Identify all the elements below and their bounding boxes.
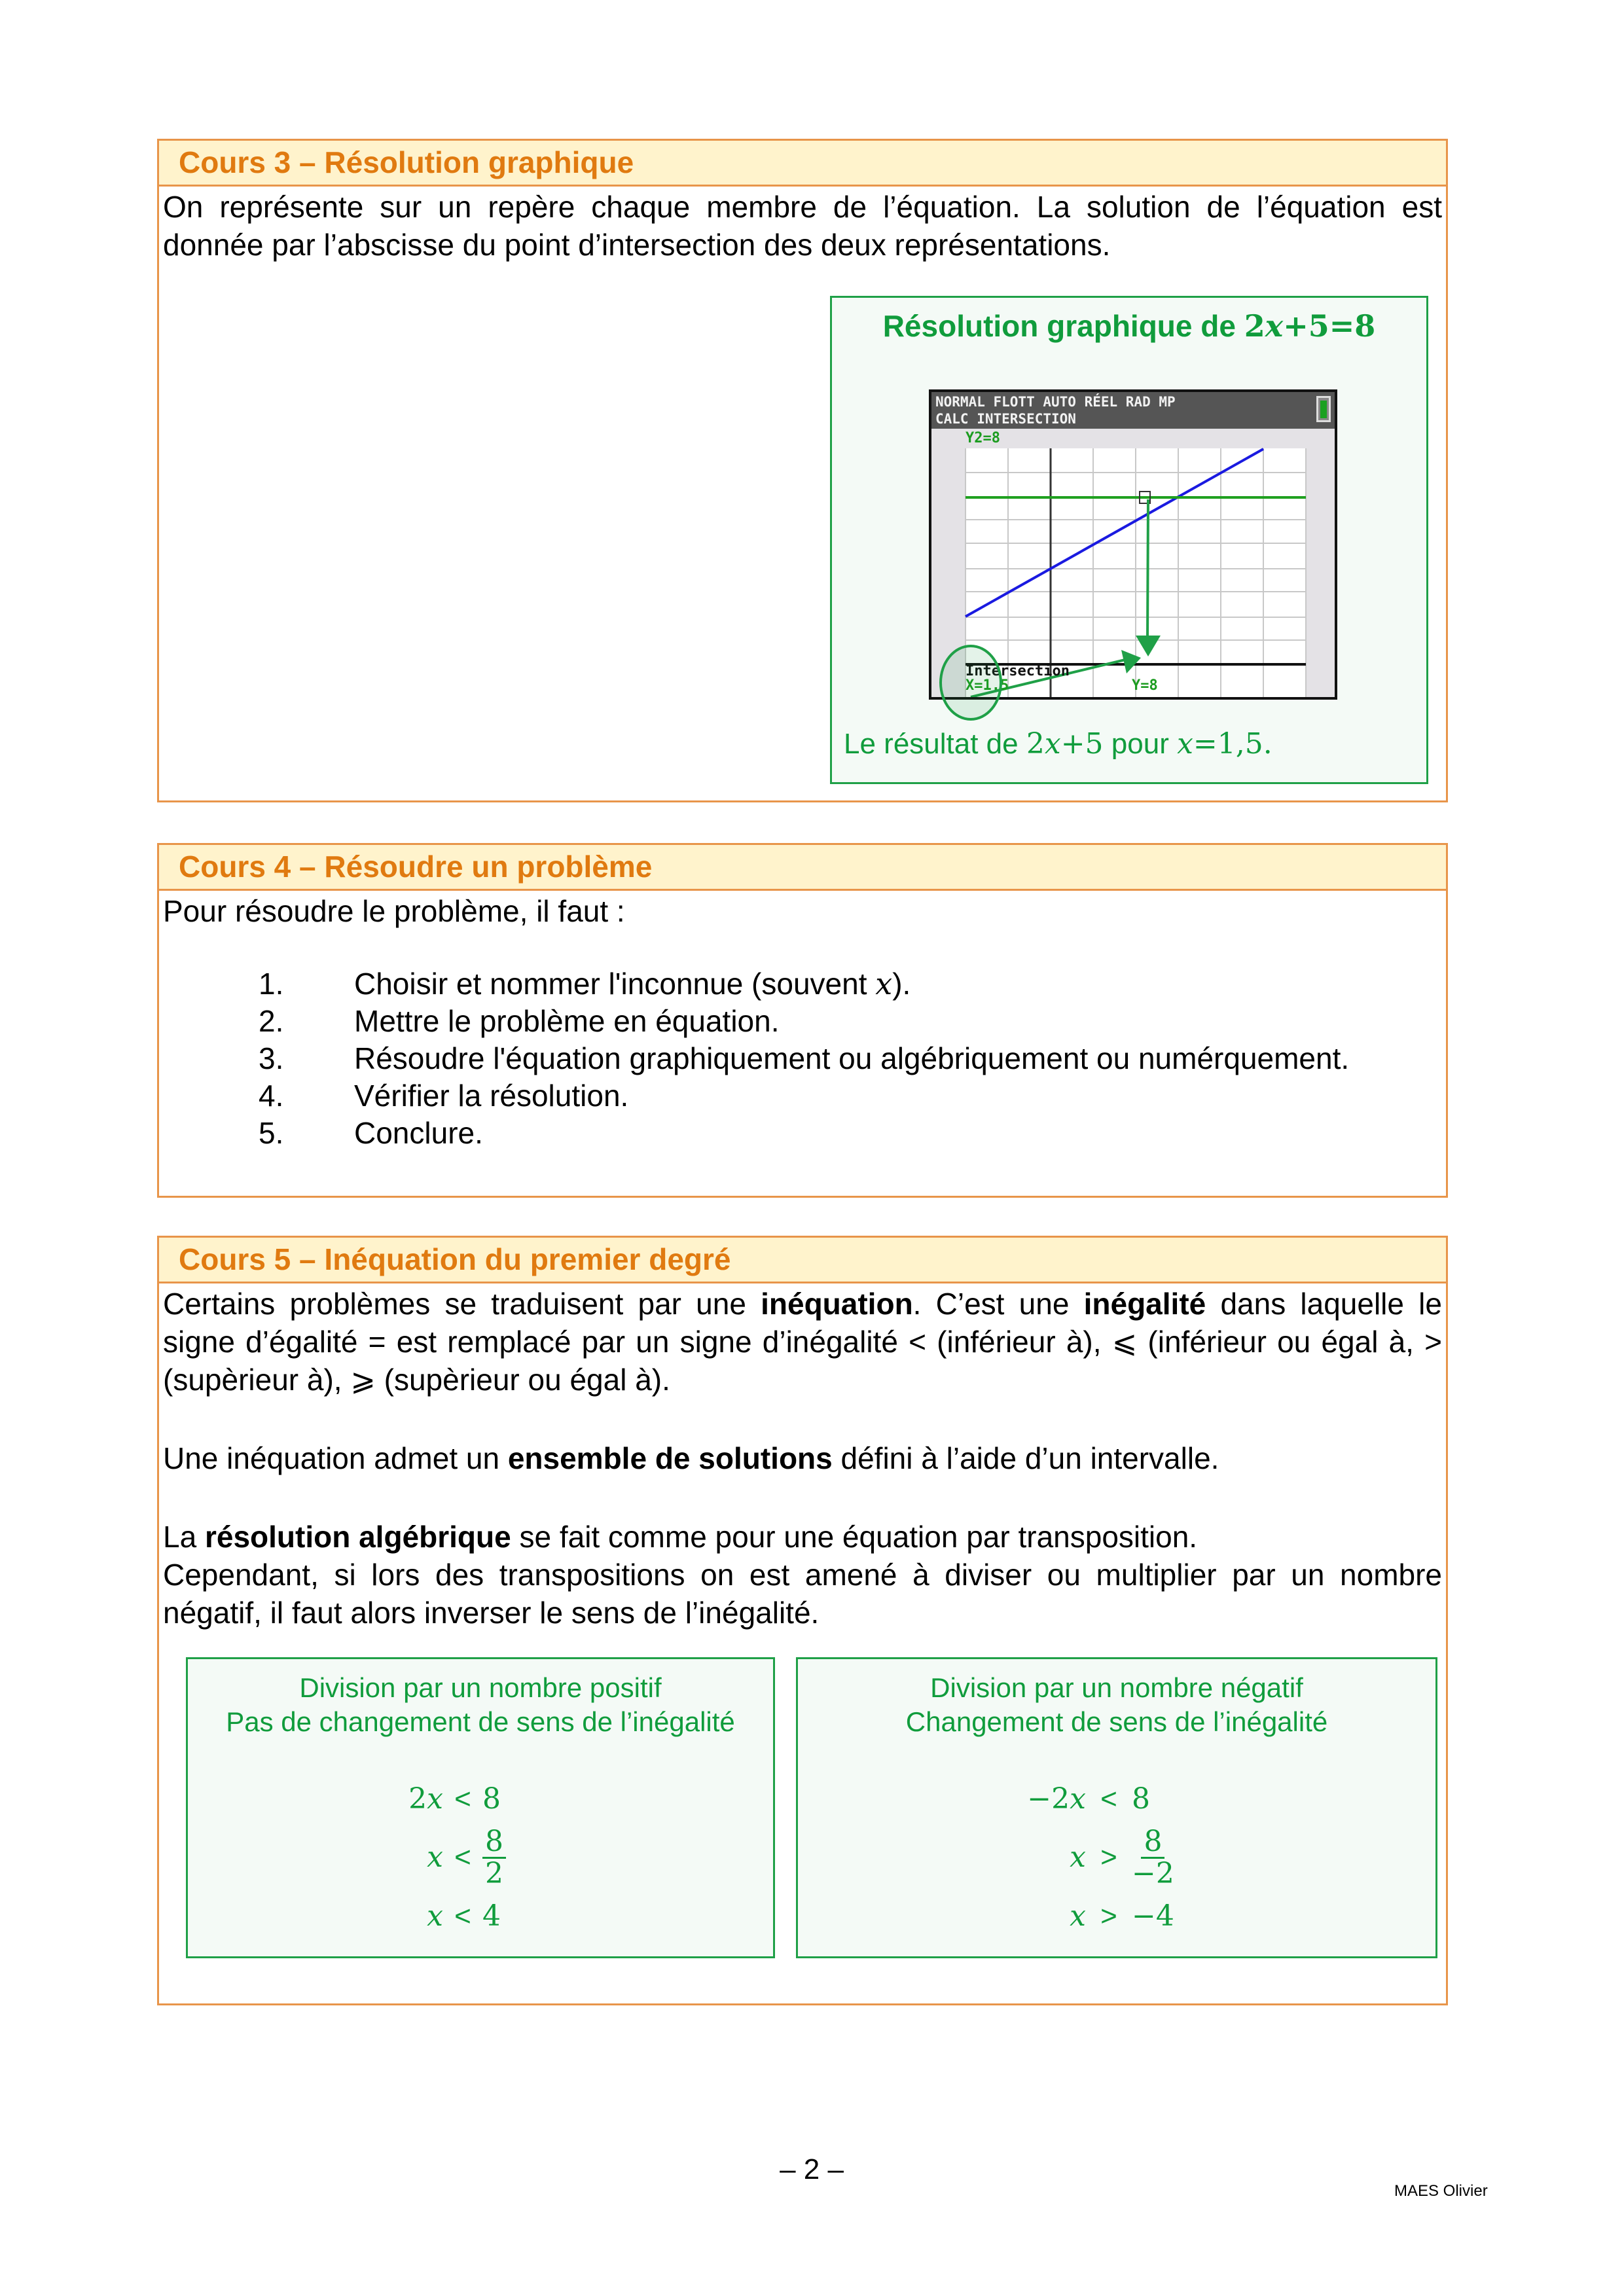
list-item: 3. Résoudre l'équation graphiquement ou algébriquement ou numérquement. xyxy=(259,1041,1350,1075)
negative-division-box xyxy=(796,1657,1437,1958)
figure-title: Résolution graphique de 2x+5=8 xyxy=(882,308,1376,344)
list-item: 4. Vérifier la résolution. xyxy=(259,1079,629,1113)
list-item: 5. Conclure. xyxy=(259,1116,483,1150)
course-3-title: Cours 3 – Résolution graphique xyxy=(159,141,1446,187)
list-item: 2. Mettre le problème en équation. xyxy=(259,1004,780,1038)
y-value-label: Y=8 xyxy=(1132,677,1158,694)
negative-box-title: Division par un nombre négatif Changement de sens de l’inégalité xyxy=(905,1672,1328,1737)
battery-icon xyxy=(1316,396,1331,422)
highlight-circle xyxy=(939,645,1002,721)
list-item: 1. Choisir et nommer l'inconnue (souvent x). xyxy=(259,966,911,1001)
course-5-box xyxy=(157,1236,1448,2005)
course-4-title: Cours 4 – Résoudre un problème xyxy=(159,845,1446,891)
course-3-paragraph: On représente sur un repère chaque membre de l’équation. La solution de l’équation est donnée par l’abscisse du point d’intersection des deux représentations. xyxy=(163,190,1442,262)
course-3-box xyxy=(157,139,1448,802)
positive-box-title: Division par un nombre positif Pas de changement de sens de l’inégalité xyxy=(226,1672,735,1737)
author-name: MAES Olivier xyxy=(1394,2182,1488,2200)
positive-division-box xyxy=(186,1657,775,1958)
course-5-paragraph-4: Cependant, si lors des transpositions on est amené à diviser ou multiplier par un nombre négatif, il faut alors inverser le sens de l’inégalité. xyxy=(163,1558,1442,1630)
function-label: Y2=8 xyxy=(965,430,1000,446)
intersection-label: Intersection xyxy=(965,663,1070,679)
course-4-intro: Pour résoudre le problème, il faut : xyxy=(163,894,625,928)
negative-inequality-steps: −2x < 8 x > $\frac{8}{-2}$ x > −4 xyxy=(1027,1782,1174,1933)
x-value-label: X=1.5 xyxy=(965,677,1009,694)
figure-caption: Le résultat de 2x+5 pour x=1,5. xyxy=(844,727,1272,761)
graphical-resolution-figure xyxy=(830,296,1428,784)
course-5-paragraph-1: Certains problèmes se traduisent par une inéquation. C’est une inégalité dans laquelle le signe d’égalité = est remplacé par un signe d’inégalité < (inférieur à), ⩽ (inférieur ou égal à, > (supèrieur à), ⩾ (supèrieur ou égal à). xyxy=(163,1287,1442,1397)
course-5-paragraph-3: La résolution algébrique se fait comme pour une équation par transposition. xyxy=(163,1520,1198,1554)
page-number: – 2 – xyxy=(780,2153,844,2185)
course-5-paragraph-2: Une inéquation admet un ensemble de solutions défini à l’aide d’un intervalle. xyxy=(163,1441,1219,1475)
steps-list xyxy=(159,965,1446,1152)
positive-inequality-steps: 2x < 8 x < $\frac{8}{2}$ x < 4 xyxy=(384,1772,541,1944)
course-5-title: Cours 5 – Inéquation du premier degré xyxy=(159,1238,1446,1283)
calculator-status-bar: NORMAL FLOTT AUTO RÉEL RAD MP CALC INTERSECTION xyxy=(931,392,1335,429)
course-4-box xyxy=(157,843,1448,1198)
